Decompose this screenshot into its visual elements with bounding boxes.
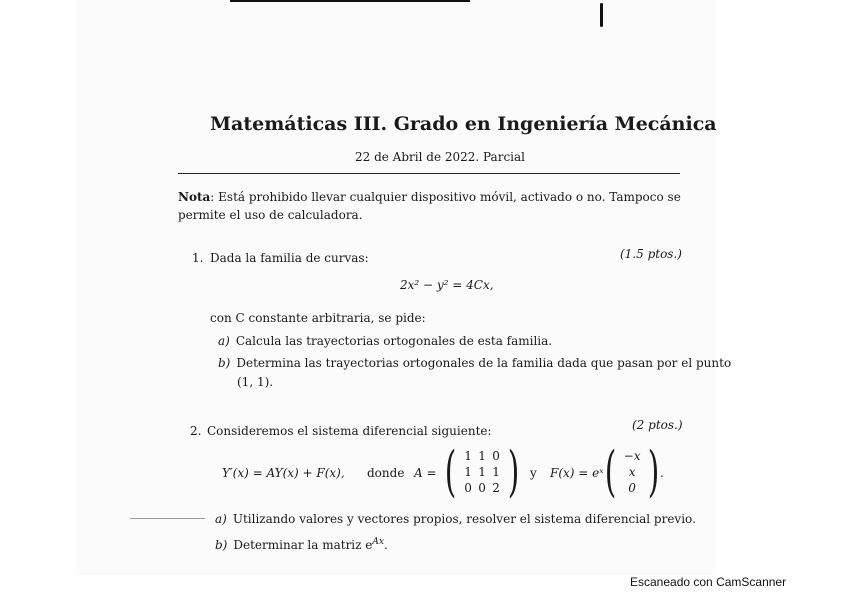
problem2-item-b-text: Determinar la matriz e (233, 538, 373, 552)
left-paren-icon: ( (444, 440, 457, 503)
problem1-item-b (218, 356, 731, 370)
vector-f-cell: 0 (628, 481, 636, 495)
problem2-points: (2 ptos.) (632, 418, 683, 432)
problem2-item-b (215, 537, 388, 552)
problem1-item-a-label: a) (218, 334, 230, 348)
exam-title: Matemáticas III. Grado en Ingeniería Mecánica (210, 113, 717, 135)
vector-f-label: F(x) = eˣ (550, 466, 604, 480)
system-equation: Y′(x) = AY(x) + F(x), (222, 466, 345, 480)
problem1-equation: 2x² − y² = 4Cx, (400, 278, 494, 292)
matrix-a-cell: 1 (478, 465, 486, 479)
matrix-a-cell: 1 (464, 465, 472, 479)
vector-period: . (660, 466, 664, 480)
scan-edge-mark (230, 0, 470, 2)
camscanner-watermark: Escaneado con CamScanner (630, 575, 787, 589)
right-paren-icon: ) (647, 440, 660, 503)
problem1-item-a (218, 334, 552, 348)
problem2-item-a (215, 512, 696, 526)
matrix-a-cell: 0 (478, 481, 486, 495)
problem2-number: 2. (190, 424, 202, 438)
problem1-condition: con C constante arbitraria, se pide: (210, 311, 426, 325)
vector-f-cell: −x (623, 449, 641, 463)
note-label: Nota (178, 190, 211, 204)
matrix-a-grid (461, 449, 503, 495)
header-divider (178, 173, 680, 174)
right-paren-icon: ) (507, 440, 520, 503)
note-text: : Está prohibido llevar cualquier dispositivo móvil, activado o no. Tampoco se permite el uso de calculadora. (178, 190, 681, 222)
problem2-item-b-period: . (383, 538, 388, 552)
problem2-statement: Consideremos el sistema diferencial siguiente: (207, 424, 492, 438)
matrix-a (440, 440, 524, 503)
vector-f-cell: x (628, 465, 636, 479)
problem1-item-b-label: b) (218, 356, 231, 370)
exponent-ax: Ax (372, 537, 384, 547)
scan-pen-stroke (600, 3, 603, 27)
matrix-a-cell: 2 (492, 481, 500, 495)
donde-word: donde (367, 466, 405, 480)
vector-f (600, 440, 664, 503)
problem2-item-a-text: Utilizando valores y vectores propios, resolver el sistema diferencial previo. (232, 512, 696, 526)
scan-pencil-line (130, 518, 205, 519)
matrix-a-cell: 1 (492, 465, 500, 479)
vector-f-grid (621, 449, 643, 495)
matrix-a-cell: 1 (478, 449, 486, 463)
problem1-number: 1. (192, 251, 204, 265)
y-word: y (530, 466, 537, 480)
problem1-item-b-text: Determina las trayectorias ortogonales de la familia dada que pasan por el punto (236, 356, 732, 370)
problem1-statement: Dada la familia de curvas: (210, 251, 369, 265)
exam-date: 22 de Abril de 2022. Parcial (355, 150, 525, 164)
left-paren-icon: ( (604, 440, 617, 503)
problem2-item-b-label: b) (215, 538, 228, 552)
matrix-a-cell: 1 (464, 449, 472, 463)
matrix-a-cell: 0 (464, 481, 472, 495)
problem2-item-a-label: a) (215, 512, 227, 526)
matrix-a-label: A = (414, 466, 437, 480)
problem1-item-a-text: Calcula las trayectorias ortogonales de esta familia. (235, 334, 553, 348)
matrix-a-cell: 0 (492, 449, 500, 463)
exam-note (178, 188, 683, 224)
problem1-points: (1.5 ptos.) (620, 247, 682, 261)
problem1-item-b-point: (1, 1). (237, 375, 274, 389)
